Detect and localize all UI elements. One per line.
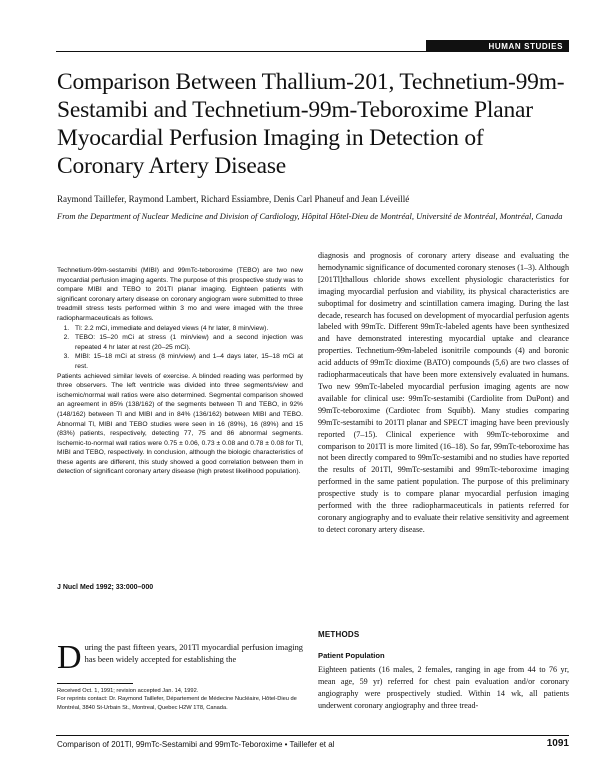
patient-population-text: Eighteen patients (16 males, 2 females, ranging in age from 44 to 76 yr, mean age, 59 yr) referred for chest pain evaluation and/or coronary angiography were prospectively studied. Within 14 wk, all patients underwent coronary angiography and three tread- [318,665,569,710]
intro-text: uring the past fifteen years, 201Tl myocardial perfusion imaging has been widely accepted for establishing the [84,643,303,664]
patient-population-heading: Patient Population [318,651,385,660]
intro-paragraph [57,639,303,676]
abstract [57,266,303,477]
drop-cap: D [57,639,82,676]
author-list: Raymond Taillefer, Raymond Lambert, Richard Essiambre, Denis Carl Phaneuf and Jean Léveillé [57,194,410,204]
right-column-text [318,250,569,536]
abstract-protocol-list [57,324,303,372]
footnote-rule [57,683,133,684]
journal-citation: J Nucl Med 1992; 33:000–000 [57,584,154,591]
footnote [57,687,303,712]
bottom-rule [56,735,569,736]
abstract-body: Patients achieved similar levels of exercise. A blinded reading was performed by three observers. The left ventricle was divided into three segments/view and ischemic/normal wall ratios were also determined. Segmental comparison showed an agreement in 85% (138/162) of the segments between Tl and TEBO, in 92% (148/162) between Tl and MIBI and in 84% (136/162) between MIBI and TEBO. Abnormal Tl, MIBI and TEBO studies were seen in 16 (89%), 16 (89%) and 15 (83%) patients, respectively, detecting 77, 75 and 86 abnormal segments. Ischemic-to-normal wall ratios were 0.75 ± 0.06, 0.73 ± 0.08 and 0.78 ± 0.08 for Tl, MIBI and TEBO, respectively. In conclusion, although the biologic characteristics of these agents are different, this study showed a good correlation between them in detection of significant coronary artery disease (high pretest likelihood population). [57,372,303,476]
reprint-contact: For reprints contact: Dr. Raymond Taillefer, Département de Médecine Nucléaire, Hôtel-Dieu de Montréal, 3840 St-Urbain St., Montreal, Quebec H2W 1T8, Canada. [57,696,297,711]
affiliation: From the Department of Nuclear Medicine and Division of Cardiology, Hôpital Hôtel-Dieu de Montréal, Université de Montréal, Montréal, Canada [57,211,563,221]
protocol-item-mibi: 3. MIBI: 15–18 mCi at stress (8 min/view) and 1–4 days later, 15–18 mCi at rest. [71,352,303,371]
received-date: Received Oct. 1, 1991; revision accepted Jan. 14, 1992. [57,688,199,694]
protocol-item-thallium: 1. Tl: 2.2 mCi, immediate and delayed views (4 hr later, 8 min/view). [71,324,303,334]
methods-heading: METHODS [318,630,360,639]
top-rule [56,51,569,52]
page-number: 1091 [546,738,569,749]
section-label: HUMAN STUDIES [426,40,569,52]
abstract-intro: Technetium-99m-sestamibi (MIBI) and 99mTc-teboroxime (TEBO) are two new myocardial perfusion imaging agents. The purpose of this prospective study was to compare MIBI and TEBO to 201Tl planar imaging. Eighteen patients with significant coronary artery disease on coronary angiogram were submitted to three treadmill stress tests performed within 3 mo and were imaged with the three radiopharmaceuticals as follows. [57,267,303,322]
right-column-paragraph: diagnosis and prognosis of coronary artery disease and evaluating the hemodynamic significance of documented coronary stenoses (1–3). Although [201Tl]thallous chloride shows excellent physiologic characteristics for imaging myocardial perfusion and viability, its physical characteristics are suboptimal for dosimetry and scintillation camera imaging. During the last decade, research has focused on development of myocardial perfusion agents labeled with 99mTc. Different 99mTc-labeled agents have been synthesized and have demonstrated interesting myocardial uptake and clearance properties. Technetium-99m-labeled isonitrile compounds (4) and boronic acid adducts of 99mTc dioxime (BATO) compounds (5,6) are two classes of radiopharmaceuticals that have been more extensively evaluated in humans. Two new 99mTc-labeled myocardial perfusion imaging agents are now available for clinical use: 99mTc-sestamibi (Cardiolite from DuPont) and 99mTc-teboroxime (Cardiotec from Squibb). Many studies comparing 99mTc-sestamibi to 201Tl planar and SPECT imaging have been previously reported (7–15). Clinical experience with 99mTc-teboroxime and comparison to 201Tl is more limited (16–18). So far, 99mTc-teboroxime has not been directly compared to 99mTc-sestamibi and no studies have reported the results of 201Tl, 99mTc-sestamibi and 99mTc-teboroxime imaging performed in the same patient population. The purpose of this preliminary prospective study is to compare planar myocardial perfusion imaging performed with the three radiopharmaceuticals in patients referred for coronary angiography and to evaluate their relative sensitivity and agreement to detect coronary artery disease. [318,251,569,534]
article-title: Comparison Between Thallium-201, Technetium-99m-Sestamibi and Technetium-99m-Teboroxime Planar Myocardial Perfusion Imaging in Detection of Coronary Artery Disease [57,69,565,179]
running-title: Comparison of 201Tl, 99mTc-Sestamibi and 99mTc-Teboroxime • Taillefer et al [57,740,335,749]
protocol-item-tebo: 2. TEBO: 15–20 mCi at stress (1 min/view) and a second injection was repeated 4 hr later at rest (20–25 mCi). [71,333,303,352]
